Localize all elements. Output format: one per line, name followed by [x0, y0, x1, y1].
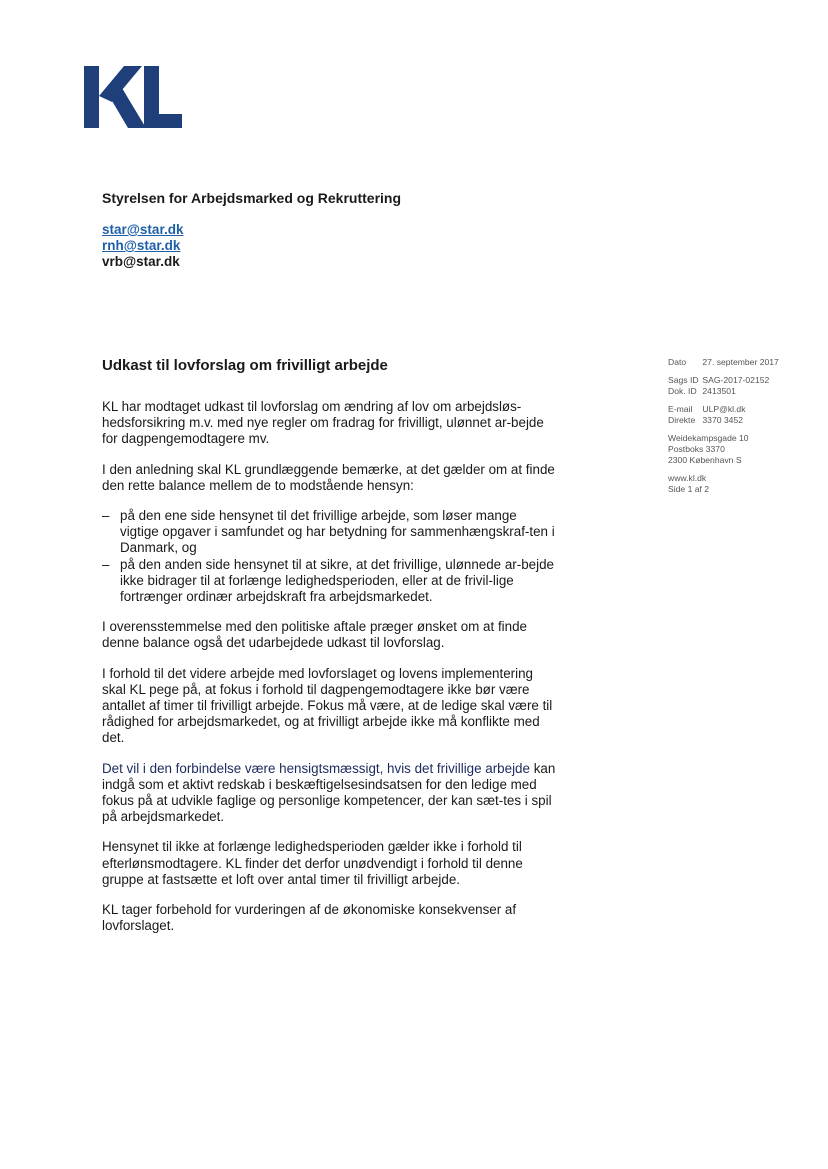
phone-value: 3370 3452: [702, 415, 744, 425]
recipient-name: Styrelsen for Arbejdsmarked og Rekruttering: [102, 190, 402, 206]
paragraph-6: Hensynet til ikke at forlænge ledighedsperioden gælder ikke i forhold til efterlønsmodtagere. KL finder det derfor unødvendigt i forhold til denne gruppe at fastsætte et loft over antal timer til frivilligt arbejde.: [102, 839, 523, 887]
doc-id-value: 2413501: [702, 386, 736, 396]
paragraph-1: KL har modtaget udkast til lovforslag om ændring af lov om arbejdsløs-hedsforsikring m.v. med nye regler om fradrag for frivilligt, ulønnet ar-bejde for dagpengemodtagere mv.: [102, 399, 544, 447]
case-id-value: SAG-2017-02152: [702, 375, 770, 385]
recipient-emails: [102, 222, 183, 270]
list-item: – på den ene side hensynet til det frivillige arbejde, som løser mange vigtige opgaver i samfundet og har betydning for sammenhængskraf-ten i Danmark, og: [102, 508, 557, 557]
email-link-star[interactable]: star@star.dk: [102, 222, 184, 237]
list-item: – på den anden side hensynet til at sikre, at det frivillige, ulønnede ar-bejde ikke bidrager til at forlænge ledighedsperioden, eller at de frivil-lige fortrænger ordinær arbejdskraft fra arbejdsmarkedet.: [102, 557, 557, 606]
email-value: ULP@kl.dk: [702, 404, 746, 414]
address-group: [668, 433, 818, 466]
email-vrb: vrb@star.dk: [102, 254, 180, 269]
letter-subject: Udkast til lovforslag om frivilligt arbejde: [102, 357, 388, 374]
page-number: Side 1 af 2: [668, 484, 710, 494]
paragraph-5: [102, 761, 557, 826]
letter-metadata: [668, 357, 818, 502]
paragraph-7: KL tager forbehold for vurderingen af de økonomiske konsekvenser af lovforslaget.: [102, 902, 517, 934]
logo-k-lower-arm: [108, 88, 146, 128]
ids-group: [668, 375, 818, 397]
address-line: 2300 København S: [668, 455, 742, 465]
website: www.kl.dk: [668, 473, 707, 483]
paragraph-4: I forhold til det videre arbejde med lovforslaget og lovens implementering skal KL pege på, at fokus i forhold til dagpengemodtagere ikke bør være antallet af timer til frivilligt arbejde. Fokus må være, at de ledige skal være til rådighed for arbejdsmarkedet, og at frivilligt arbejde ikke må konflikte med det.: [102, 665, 553, 746]
address-line: Weidekampsgade 10: [668, 433, 749, 443]
case-id-label: Sags ID: [668, 375, 699, 385]
date-label: Dato: [668, 357, 687, 367]
email-link-rnh[interactable]: rnh@star.dk: [102, 238, 181, 253]
logo-l-stem: [144, 66, 182, 128]
date-group: [668, 357, 818, 368]
contact-group: [668, 404, 818, 426]
paragraph-5-rest: kan indgå som et aktivt redskab i beskæftigelsesindsatsen for den ledige med fokus på at udvikle faglige og personlige kompetencer, der kan sæt-tes i spil på arbejdsmarkedet.: [102, 760, 556, 825]
highlighted-sentence: Det vil i den forbindelse være hensigtsmæssigt, hvis det frivillige arbejde: [102, 760, 530, 776]
letter-body: [102, 399, 557, 948]
kl-logo: [84, 66, 184, 128]
doc-id-label: Dok. ID: [668, 386, 697, 396]
paragraph-2: I den anledning skal KL grundlæggende bemærke, at det gælder om at finde den rette balance mellem de to modstående hensyn:: [102, 461, 555, 493]
phone-label: Direkte: [668, 415, 696, 425]
address-line: Postboks 3370: [668, 444, 725, 454]
email-label: E-mail: [668, 404, 693, 414]
paragraph-3: I overensstemmelse med den politiske aftale præger ønsket om at finde denne balance også det udarbejdede udkast til lovforslag.: [102, 619, 527, 651]
logo-k-stem: [84, 66, 99, 128]
web-group: [668, 473, 818, 495]
considerations-list: [102, 508, 557, 605]
date-value: 27. september 2017: [702, 357, 779, 367]
